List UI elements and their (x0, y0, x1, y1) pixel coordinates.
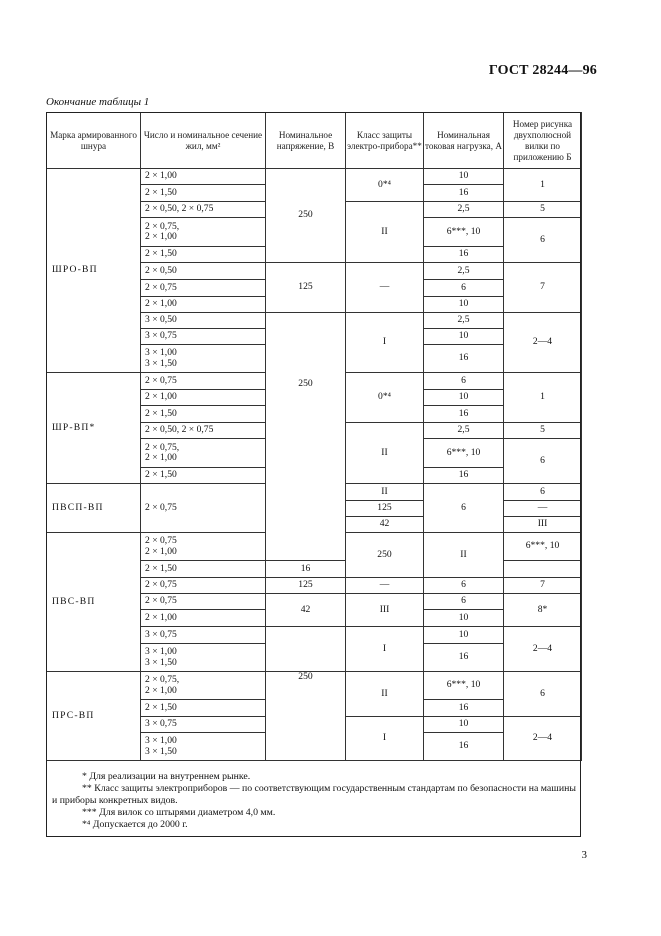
section-cell: 2 × 0,50 (141, 263, 266, 280)
load-cell: 2,5 (424, 202, 504, 218)
section-cell: 3 × 0,75 (141, 627, 266, 644)
section-cell: 2 × 1,00 (141, 390, 266, 406)
section-cell: 2 × 0,50, 2 × 0,75 (141, 202, 266, 218)
mark-cell: ПВС-ВП (47, 533, 141, 672)
section-cell: 2 × 0,75 (141, 594, 266, 610)
mark-cell: ПВСП-ВП (47, 484, 141, 533)
document-id: ГОСТ 28244—96 (488, 63, 597, 78)
section-cell: 2 × 1,00 (141, 610, 266, 627)
section-cell: 2 × 1,50 (141, 406, 266, 423)
load-cell: 6 (424, 373, 504, 390)
load-cell: 10 (424, 717, 504, 733)
figure-cell: 5 (504, 202, 582, 218)
section-cell: 2 × 0,75 (141, 578, 266, 594)
class-cell: I (346, 313, 424, 373)
page-number: 3 (581, 849, 587, 861)
header-class: Класс защиты электро-прибора** (346, 113, 424, 169)
section-cell: 3 × 0,75 (141, 329, 266, 345)
load-cell: 16 (424, 185, 504, 202)
figure-cell: 2—4 (504, 313, 582, 373)
voltage-cell: 42 (346, 517, 424, 533)
figure-cell: 7 (504, 578, 582, 594)
figure-cell: 1 (504, 373, 582, 423)
class-cell: — (346, 263, 424, 313)
load-cell: 2,5 (424, 423, 504, 439)
mark-cell: ПРС-ВП (47, 672, 141, 761)
load-cell: 10 (424, 297, 504, 313)
load-cell: 6***, 10 (424, 218, 504, 247)
load-cell: 6***, 10 (424, 439, 504, 468)
figure-cell: 6 (504, 218, 582, 263)
section-cell: 2 × 0,75 (141, 373, 266, 390)
load-cell: 16 (424, 247, 504, 263)
load-cell: 16 (424, 468, 504, 484)
section-cell: 2 × 1,50 (141, 185, 266, 202)
header-load: Номинальная токовая нагрузка, А (424, 113, 504, 169)
class-cell: 0*⁴ (346, 169, 424, 202)
header-section: Число и номинальное сечение жил, мм² (141, 113, 266, 169)
load-cell: 16 (424, 733, 504, 761)
voltage-value: 250 (298, 671, 313, 682)
class-cell: I (346, 627, 424, 672)
section-cell: 3 × 0,75 (141, 717, 266, 733)
table-frame (46, 112, 581, 837)
load-cell: 10 (424, 169, 504, 185)
section-cell: 2 × 0,75 (141, 280, 266, 297)
load-cell: 6 (424, 578, 504, 594)
class-cell: II (346, 672, 424, 717)
voltage-cell: 42 (266, 594, 346, 627)
section-cell: 2 × 1,00 (141, 169, 266, 185)
class-cell: III (504, 517, 582, 533)
load-cell: 6 (424, 594, 504, 610)
voltage-cell: 125 (266, 263, 346, 313)
section-cell: 2 × 0,75 2 × 1,00 (141, 533, 266, 561)
header-mark: Марка армированного шнура (47, 113, 141, 169)
footnote: ** Класс защиты электроприборов — по соответствующим государственным стандартам по безопасности на машины и приборы конкретных видов. (52, 783, 576, 806)
section-cell: 2 × 1,50 (141, 247, 266, 263)
header-figure: Номер рисунка двухполюсной вилки по приложению Б (504, 113, 582, 169)
header-voltage: Номинальное напряжение, В (266, 113, 346, 169)
figure-cell: 2—4 (504, 717, 582, 761)
load-cell: 16 (424, 406, 504, 423)
load-cell: 2,5 (424, 313, 504, 329)
footnote: *** Для вилок со штырями диаметром 4,0 мм. (82, 807, 276, 818)
section-cell: 2 × 0,75, 2 × 1,00 (141, 672, 266, 700)
voltage-cell: 125 (346, 501, 424, 517)
class-cell: II (346, 202, 424, 263)
figure-cell: 1 (504, 169, 582, 202)
class-cell: II (346, 423, 424, 484)
section-cell: 2 × 0,75 (141, 484, 266, 533)
load-cell: 10 (424, 627, 504, 644)
footnote: *⁴ Допускается до 2000 г. (82, 819, 188, 830)
class-cell: II (346, 484, 424, 501)
section-cell: 2 × 0,75, 2 × 1,00 (141, 439, 266, 468)
section-cell: 3 × 1,00 3 × 1,50 (141, 345, 266, 373)
figure-cell: 6 (504, 484, 582, 501)
class-cell: 0*⁴ (346, 373, 424, 423)
footnotes (52, 771, 576, 831)
table-caption: Окончание таблицы 1 (46, 96, 150, 108)
section-cell: 2 × 1,50 (141, 468, 266, 484)
voltage-cell: 125 (266, 578, 346, 594)
load-cell: 6 (424, 484, 504, 533)
load-cell: 16 (424, 644, 504, 672)
class-cell: II (424, 533, 504, 578)
mark-cell: ШР-ВП* (47, 373, 141, 484)
load-cell: 2,5 (424, 263, 504, 280)
figure-cell: 5 (504, 423, 582, 439)
class-cell: III (346, 594, 424, 627)
footnote: * Для реализации на внутреннем рынке. (82, 771, 251, 782)
load-cell: 10 (424, 390, 504, 406)
load-cell: 16 (424, 345, 504, 373)
section-cell: 3 × 1,00 3 × 1,50 (141, 733, 266, 761)
section-cell: 3 × 1,00 3 × 1,50 (141, 644, 266, 672)
load-cell: 6***, 10 (504, 533, 582, 561)
section-cell: 2 × 0,50, 2 × 0,75 (141, 423, 266, 439)
voltage-cell: 250 (346, 533, 424, 578)
load-cell: 16 (424, 700, 504, 717)
figure-cell: 2—4 (504, 627, 582, 672)
load-cell: 16 (266, 561, 346, 578)
load-cell: 6 (424, 280, 504, 297)
mark-cell: ШРО-ВП (47, 169, 141, 373)
load-cell: 6***, 10 (424, 672, 504, 700)
class-cell: — (346, 578, 424, 594)
section-cell: 3 × 0,50 (141, 313, 266, 329)
voltage-cell: 250 (266, 169, 346, 263)
figure-cell: 6 (504, 672, 582, 717)
voltage-value: 250 (298, 377, 313, 389)
class-cell: I (346, 717, 424, 761)
load-cell: 10 (424, 329, 504, 345)
section-cell: 2 × 1,00 (141, 297, 266, 313)
figure-cell: 6 (504, 439, 582, 484)
section-cell: 2 × 0,75, 2 × 1,00 (141, 218, 266, 247)
class-cell: — (504, 501, 582, 517)
load-cell: 10 (424, 610, 504, 627)
figure-cell: 8* (504, 594, 582, 627)
figure-cell: 7 (504, 263, 582, 313)
section-cell: 2 × 1,50 (141, 700, 266, 717)
section-cell: 2 × 1,50 (141, 561, 266, 578)
